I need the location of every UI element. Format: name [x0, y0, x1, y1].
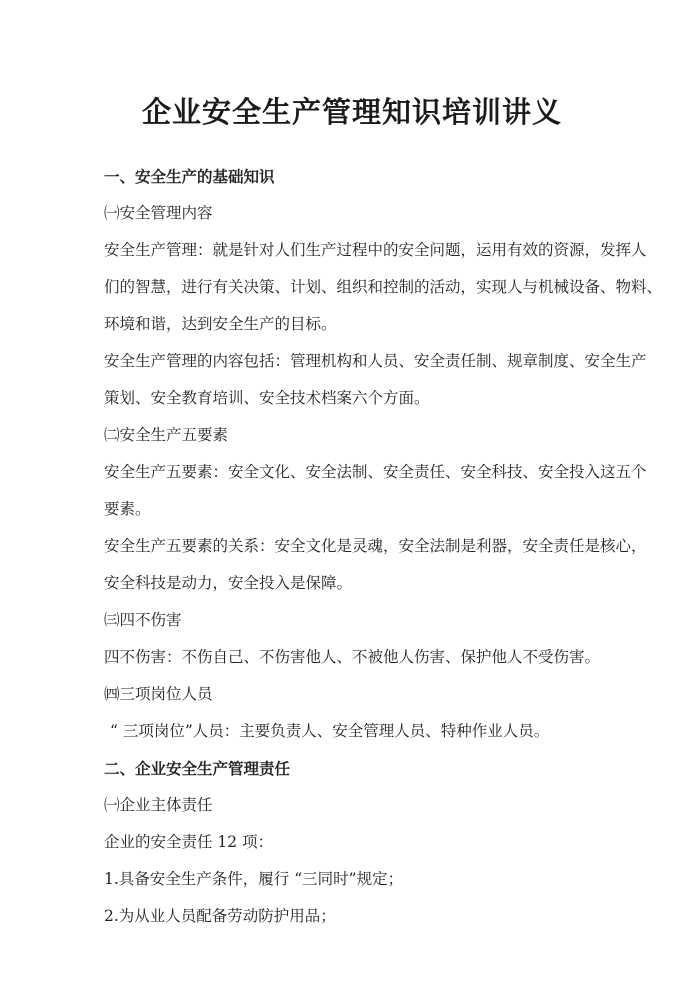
- paragraph-line: 安全生产五要素：安全文化、安全法制、安全责任、安全科技、安全投入这五个: [104, 463, 647, 481]
- paragraph-line: 安全科技是动力，安全投入是保障。: [104, 574, 353, 592]
- paragraph-line: 环境和谐，达到安全生产的目标。: [104, 315, 337, 333]
- list-item: 1.具备安全生产条件，履行 “三同时”规定；: [104, 870, 404, 888]
- paragraph-line: 安全生产管理的内容包括：管理机构和人员、安全责任制、规章制度、安全生产: [104, 352, 647, 370]
- paragraph-line: 企业的安全责任 12 项：: [104, 833, 274, 851]
- paragraph-line: “ 三项岗位”人员：主要负责人、安全管理人员、特种作业人员。: [110, 722, 550, 740]
- paragraph-line: 安全生产管理：就是针对人们生产过程中的安全问题，运用有效的资源，发挥人: [104, 241, 647, 259]
- subsection-heading: ㈠安全管理内容: [104, 204, 213, 222]
- section-heading-1: 一、安全生产的基础知识: [104, 167, 275, 186]
- subsection-heading: ㈡安全生产五要素: [104, 426, 229, 444]
- document-title: 企业安全生产管理知识培训讲义: [141, 95, 562, 129]
- paragraph-line: 安全生产五要素的关系：安全文化是灵魂，安全法制是利器，安全责任是核心，: [104, 537, 647, 555]
- paragraph-line: 们的智慧，进行有关决策、计划、组织和控制的活动，实现人与机械设备、物料、: [104, 278, 663, 296]
- paragraph-line: 要素。: [104, 500, 151, 518]
- list-item: 2.为从业人员配备劳动防护用品；: [104, 907, 336, 925]
- paragraph-line: 四不伤害：不伤自己、不伤害他人、不被他人伤害、保护他人不受伤害。: [104, 648, 601, 666]
- subsection-heading: ㈢四不伤害: [104, 611, 182, 629]
- subsection-heading: ㈣三项岗位人员: [104, 685, 213, 703]
- paragraph-line: 策划、安全教育培训、安全技术档案六个方面。: [104, 389, 430, 407]
- subsection-heading: ㈠企业主体责任: [104, 796, 213, 814]
- section-heading-2: 二、企业安全生产管理责任: [104, 759, 291, 778]
